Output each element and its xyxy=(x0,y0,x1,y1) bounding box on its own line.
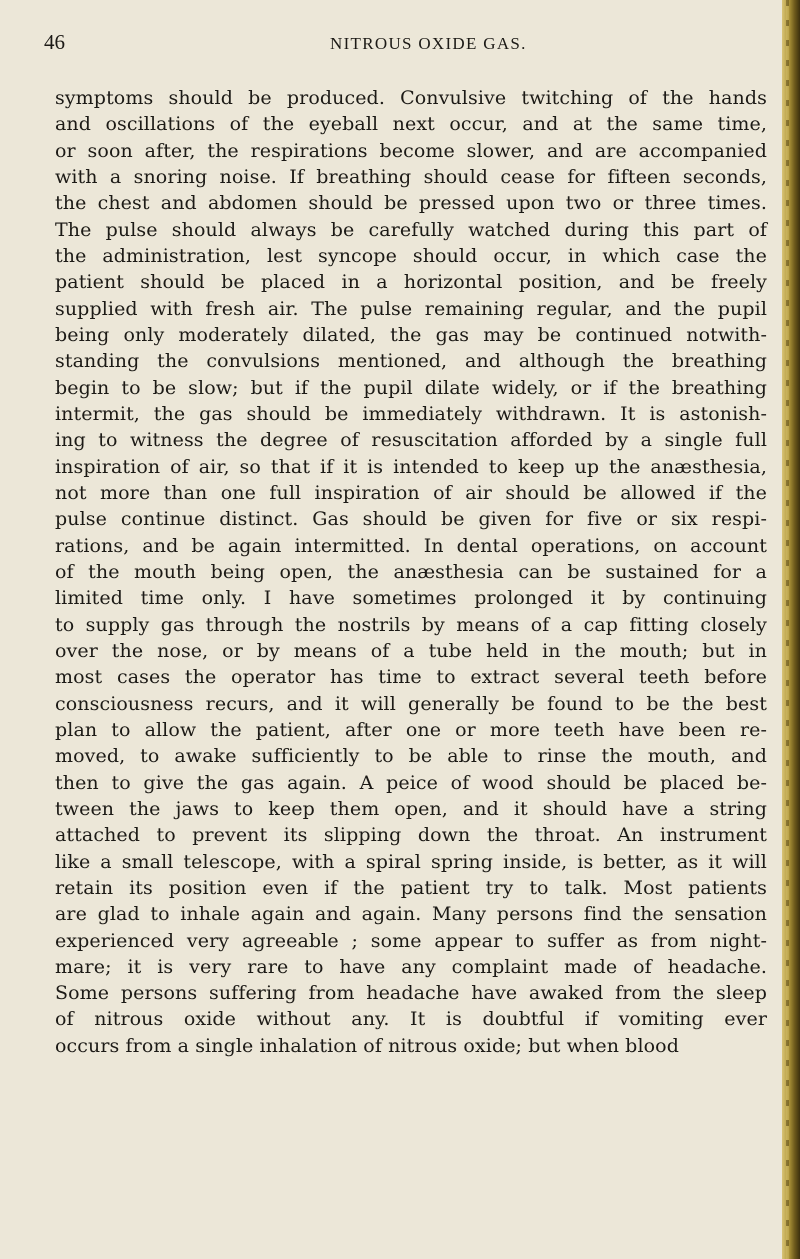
text-line: begin to be slow; but if the pupil dilate widely, or if the breathing xyxy=(55,376,767,399)
text-line: limited time only. I have sometimes prolonged it by continuing xyxy=(55,587,767,610)
text-line: to supply gas through the nostrils by means of a cap fitting closely xyxy=(55,613,767,636)
text-line: symptoms should be produced. Convulsive twitching of the hands xyxy=(55,87,767,109)
text-line: with a snoring noise. If breathing should cease for fifteen seconds, xyxy=(55,165,767,188)
text-line: plan to allow the patient, after one or more teeth have been re- xyxy=(55,718,767,741)
text-line: then to give the gas again. A peice of wood should be placed be- xyxy=(55,771,767,794)
text-line: The pulse should always be carefully watched during this part of xyxy=(55,218,767,241)
running-head: NITROUS OXIDE GAS. xyxy=(330,34,527,53)
text-line: being only moderately dilated, the gas may be continued notwith- xyxy=(55,323,767,346)
text-line: like a small telescope, with a spiral spring inside, is better, as it will xyxy=(55,850,767,873)
text-line: consciousness recurs, and it will generally be found to be the best xyxy=(55,692,767,715)
text-line: occurs from a single inhalation of nitrous oxide; but when blood xyxy=(55,1034,679,1057)
text-line: not more than one full inspiration of air should be allowed if the xyxy=(55,481,767,504)
text-line: ing to witness the degree of resuscitation afforded by a single full xyxy=(55,429,767,452)
text-line: most cases the operator has time to extract several teeth before xyxy=(55,666,767,689)
text-line: of the mouth being open, the anæsthesia can be sustained for a xyxy=(55,560,767,583)
text-line: Some persons suffering from headache have awaked from the sleep xyxy=(55,982,767,1005)
text-line: retain its position even if the patient try to talk. Most patients xyxy=(55,876,767,899)
text-line: supplied with fresh air. The pulse remaining regular, and the pupil xyxy=(55,297,767,320)
text-line: pulse continue distinct. Gas should be given for five or six respi- xyxy=(55,508,767,531)
text-line: or soon after, the respirations become slower, and are accompanied xyxy=(55,139,767,162)
page-number: 46 xyxy=(44,30,65,54)
text-line: attached to prevent its slipping down the throat. An instrument xyxy=(55,824,767,847)
text-line: and oscillations of the eyeball next occur, and at the same time, xyxy=(55,113,767,136)
text-line: mare; it is very rare to have any complaint made of headache. xyxy=(55,955,767,978)
text-line: the administration, lest syncope should occur, in which case the xyxy=(55,244,767,267)
text-line: standing the convulsions mentioned, and although the breathing xyxy=(55,350,767,373)
text-line: moved, to awake sufficiently to be able to rinse the mouth, and xyxy=(55,745,767,768)
text-line: the chest and abdomen should be pressed upon two or three times. xyxy=(55,192,767,215)
page-header xyxy=(44,30,744,60)
text-line: over the nose, or by means of a tube held in the mouth; but in xyxy=(55,639,767,662)
text-line: rations, and be again intermitted. In dental operations, on account xyxy=(55,534,767,557)
text-line: are glad to inhale again and again. Many persons find the sensation xyxy=(55,903,767,926)
text-line: of nitrous oxide without any. It is doubtful if vomiting ever xyxy=(55,1008,767,1031)
text-line: tween the jaws to keep them open, and it should have a string xyxy=(55,797,767,820)
text-line: experienced very agreeable ; some appear to suffer as from night- xyxy=(55,929,767,952)
text-line: patient should be placed in a horizontal position, and be freely xyxy=(55,271,767,294)
text-line: intermit, the gas should be immediately withdrawn. It is astonish- xyxy=(55,402,767,425)
body-text xyxy=(55,85,767,1059)
text-line: inspiration of air, so that if it is intended to keep up the anæsthesia, xyxy=(55,455,767,478)
gilded-page-edge xyxy=(782,0,800,1259)
